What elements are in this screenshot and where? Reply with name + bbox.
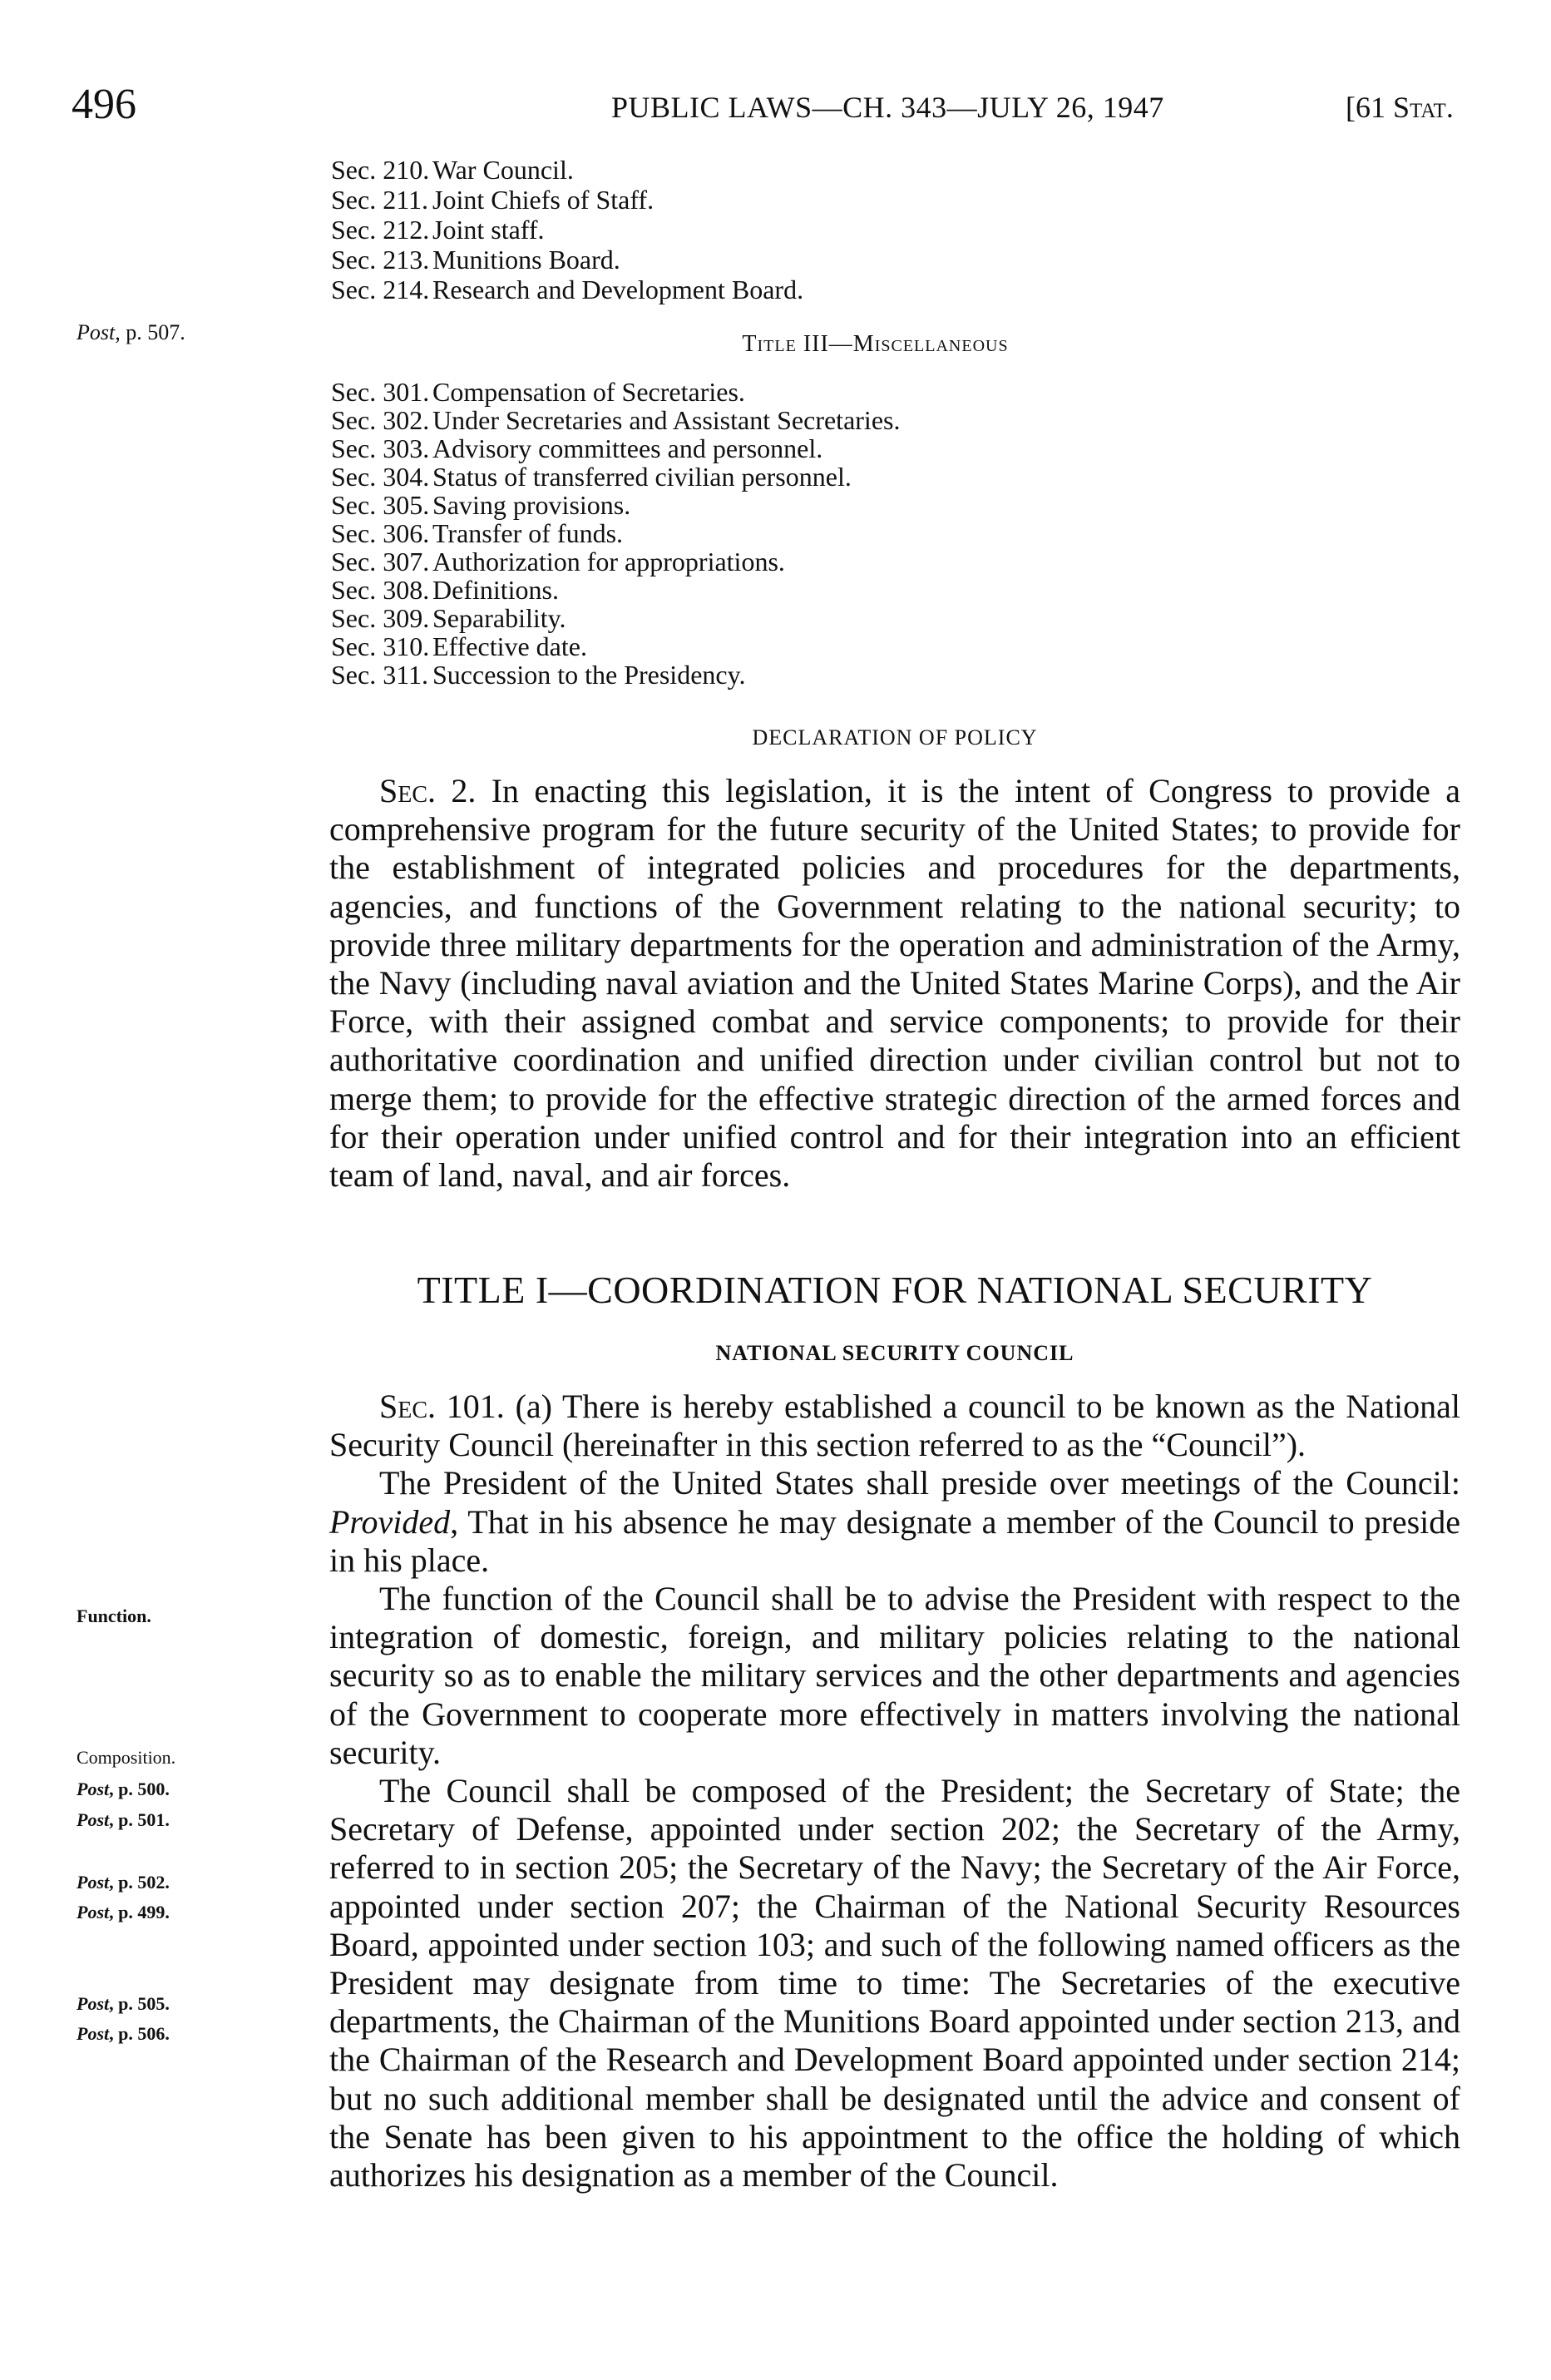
paragraph-composition: The Council shall be composed of the President; the Secretary of State; the Secretary of Defense, appointed under section 202; the Secretary of the Army, referred to in section 205; the Secretary of the Navy; the Secretary of the Air Force, appointed under section 207; the Chairman of the National Security Resources Board, appointed under section 103; and such of the following named officers as the President may designate from time to time: The Secretaries of the executive departments, the Chairman of the Munitions Board appointed under section 213, and the Chairman of the Research and Development Board appointed under section 214; but no such additional member shall be designated until the advice and consent of the Senate has been given to his appointment to the office the holding of which authorizes his designation as a member of the Council. — [329, 1772, 1460, 2194]
margin-note-post-507: Post, p. 507. — [77, 320, 185, 344]
toc-row: Sec. 214. Research and Development Board. — [331, 275, 804, 304]
toc-row: Sec. 306. Transfer of funds. — [331, 518, 624, 548]
toc-row: Sec. 211. Joint Chiefs of Staff. — [331, 185, 654, 215]
national-security-council-heading: NATIONAL SECURITY COUNCIL — [715, 1341, 1074, 1365]
toc-row: Sec. 311. Succession to the Presidency. — [331, 660, 746, 690]
declaration-of-policy-heading: DECLARATION OF POLICY — [752, 725, 1038, 750]
running-head — [0, 80, 1551, 130]
title-1-heading: TITLE I—COORDINATION FOR NATIONAL SECURITY — [417, 1269, 1373, 1311]
margin-note-composition: Composition. — [77, 1747, 176, 1768]
toc-row: Sec. 301. Compensation of Secretaries. — [331, 377, 745, 407]
section-label: Sec. 101. — [379, 1388, 505, 1425]
toc-row: Sec. 304. Status of transferred civilian personnel. — [331, 462, 852, 492]
margin-note-post-502: Post, p. 502. — [77, 1872, 170, 1893]
margin-note-post-500: Post, p. 500. — [77, 1779, 170, 1799]
section-101-body — [329, 1388, 1460, 2194]
paragraph-function: The function of the Council shall be to advise the President with respect to the integration of domestic, foreign, and military policies relating to the national security so as to enable the military services and the other departments and agencies of the Government to cooperate more effectively in matters involving the national security. — [329, 1580, 1460, 1771]
title-3-heading: Title III—Miscellaneous — [742, 331, 1009, 357]
running-head-title: PUBLIC LAWS—CH. 343—JULY 26, 1947 — [611, 91, 1164, 124]
toc-row: Sec. 305. Saving provisions. — [331, 490, 631, 520]
margin-note-function: Function. — [77, 1606, 151, 1626]
toc-row: Sec. 302. Under Secretaries and Assistant Secretaries. — [331, 405, 901, 435]
margin-note-post-499: Post, p. 499. — [77, 1902, 170, 1922]
section-label: Sec. 2. — [379, 772, 477, 809]
statute-reference: [61 Stat. — [1346, 91, 1454, 124]
margin-note-post-505: Post, p. 505. — [77, 1993, 170, 2014]
toc-row: Sec. 213. Munitions Board. — [331, 245, 620, 275]
paragraph-president: The President of the United States shall preside over meetings of the Council: Provided, That in his absence he may designate a member of the Council to preside in his place. — [329, 1464, 1460, 1579]
table-of-contents-title-2 — [331, 155, 803, 304]
toc-row: Sec. 310. Effective date. — [331, 631, 587, 661]
paragraph-a: Sec. 101. (a) There is hereby established a council to be known as the National Security Council (hereinafter in this section referred to as the “Council”). — [329, 1388, 1461, 1464]
margin-note-post-506: Post, p. 506. — [77, 2023, 170, 2044]
toc-row: Sec. 212. Joint staff. — [331, 215, 545, 245]
declaration-paragraph: Sec. 2. In enacting this legislation, it is the intent of Congress to provide a comprehensive program for the future security of the United States; to provide for the establishment of integrated policies and procedures for the departments, agencies, and functions of the Government relating to the national security; to provide three military departments for the operation and administration of the Army, the Navy (including naval aviation and the United States Marine Corps), and the Air Force, with their assigned combat and service components; to provide for their authoritative coordination and unified direction under civilian control but not to merge them; to provide for the effective strategic direction of the armed forces and for their operation under unified control and for their integration into an efficient team of land, naval, and air forces. — [329, 772, 1460, 1195]
toc-row: Sec. 309. Separability. — [331, 603, 566, 633]
toc-row: Sec. 308. Definitions. — [331, 575, 559, 605]
toc-row: Sec. 210. War Council. — [331, 155, 574, 185]
toc-row: Sec. 307. Authorization for appropriations. — [331, 547, 785, 576]
margin-note-post-501: Post, p. 501. — [77, 1809, 170, 1830]
toc-row: Sec. 303. Advisory committees and personnel. — [331, 433, 823, 463]
page-number: 496 — [72, 81, 136, 128]
table-of-contents-title-3 — [331, 378, 900, 689]
